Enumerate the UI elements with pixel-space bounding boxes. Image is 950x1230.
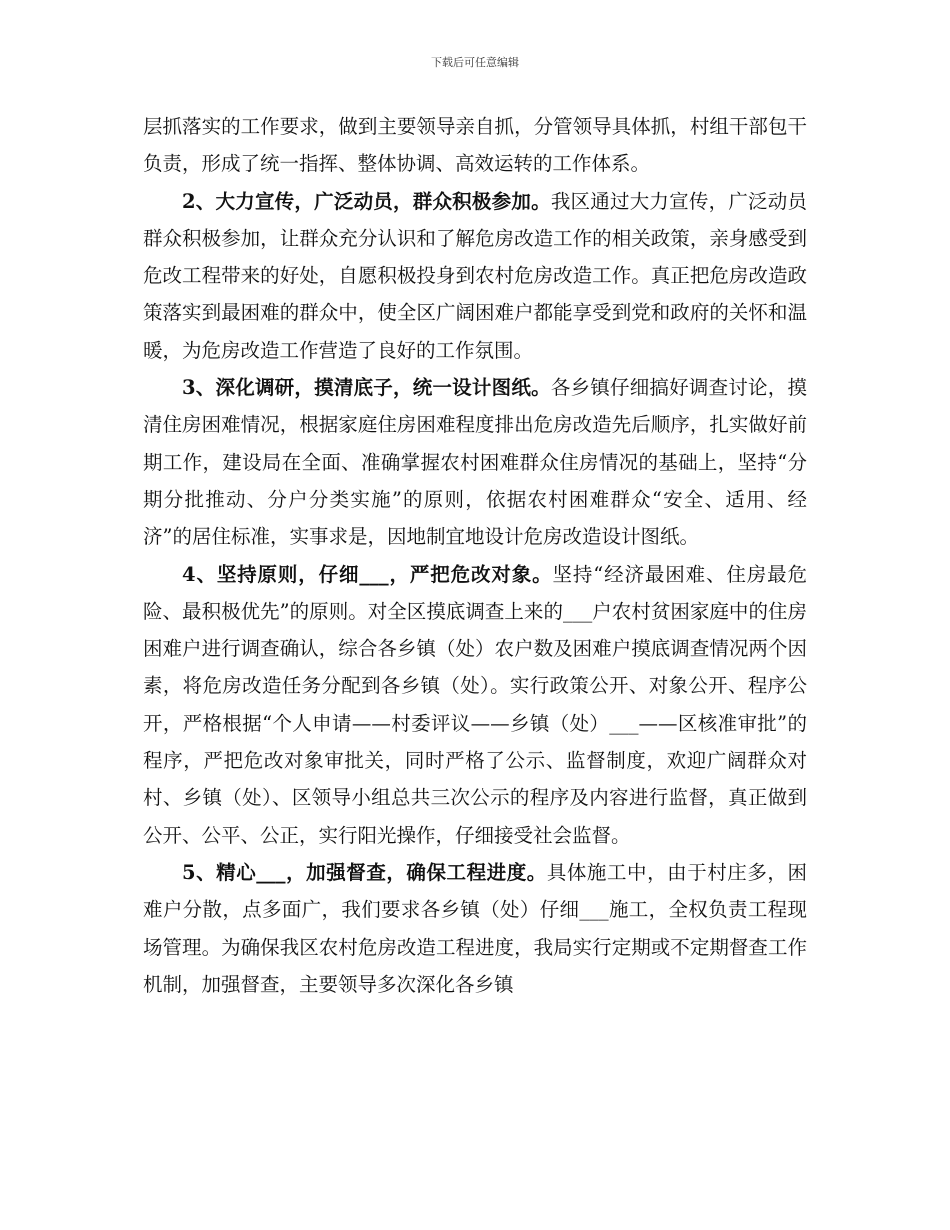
document-body	[143, 108, 807, 1003]
paragraph-text: 我区通过大力宣传，广泛动员群众积极参加，让群众充分认识和了解危房改造工作的相关政策，亲身感受到危改工程带来的好处，自愿积极投身到农村危房改造工作。真正把危房改造政策落实到最困难的群众中，使全区广阔困难户都能享受到党和政府的关怀和温暖，为危房改造工作营造了良好的工作氛围。	[143, 189, 807, 362]
paragraph-heading: 5、精心___，加强督查，确保工程进度。	[182, 860, 547, 884]
paragraph-1	[143, 108, 807, 183]
paragraph-heading: 2、大力宣传，广泛动员，群众积极参加。	[182, 189, 551, 213]
paragraph-heading: 3、深化调研，摸清底子，统一设计图纸。	[182, 376, 551, 400]
paragraph-text: 具体施工中，由于村庄多，困难户分散，点多面广，我们要求各乡镇（处）仔细___施工，全权负责工程现场管理。为确保我区农村危房改造工程进度，我局实行定期或不定期督查工作机制，加强督查，主要领导多次深化各乡镇	[143, 860, 807, 996]
paragraph-text: 各乡镇仔细搞好调查讨论，摸清住房困难情况，根据家庭住房困难程度排出危房改造先后顺序，扎实做好前期工作，建设局在全面、准确掌握农村困难群众住房情况的基础上，坚持“分期分批推动、分户分类实施”的原则，依据农村困难群众“安全、适用、经济”的居住标准，实事求是，因地制宜地设计危房改造设计图纸。	[143, 376, 807, 549]
page-header: 下载后可任意编辑	[431, 56, 519, 69]
paragraph-3	[143, 369, 807, 555]
paragraph-4	[143, 556, 807, 854]
paragraph-heading: 4、坚持原则，仔细___，严把危改对象。	[182, 562, 553, 586]
paragraph-text: 层抓落实的工作要求，做到主要领导亲自抓，分管领导具体抓，村组干部包干负责，形成了统一指挥、整体协调、高效运转的工作体系。	[143, 115, 807, 176]
paragraph-2	[143, 183, 807, 369]
paragraph-text: 坚持“经济最困难、住房最危险、最积极优先”的原则。对全区摸底调查上来的___户农村贫困家庭中的住房困难户进行调查确认，综合各乡镇（处）农户数及困难户摸底调查情况两个因素，将危房改造任务分配到各乡镇（处）。实行政策公开、对象公开、程序公开，严格根据“个人申请——村委评议——乡镇（处）___——区核准审批”的程序，严把危改对象审批关，同时严格了公示、监督制度，欢迎广阔群众对村、乡镇（处）、区领导小组总共三次公示的程序及内容进行监督，真正做到公开、公平、公正，实行阳光操作，仔细接受社会监督。	[143, 562, 807, 847]
paragraph-5	[143, 854, 807, 1003]
